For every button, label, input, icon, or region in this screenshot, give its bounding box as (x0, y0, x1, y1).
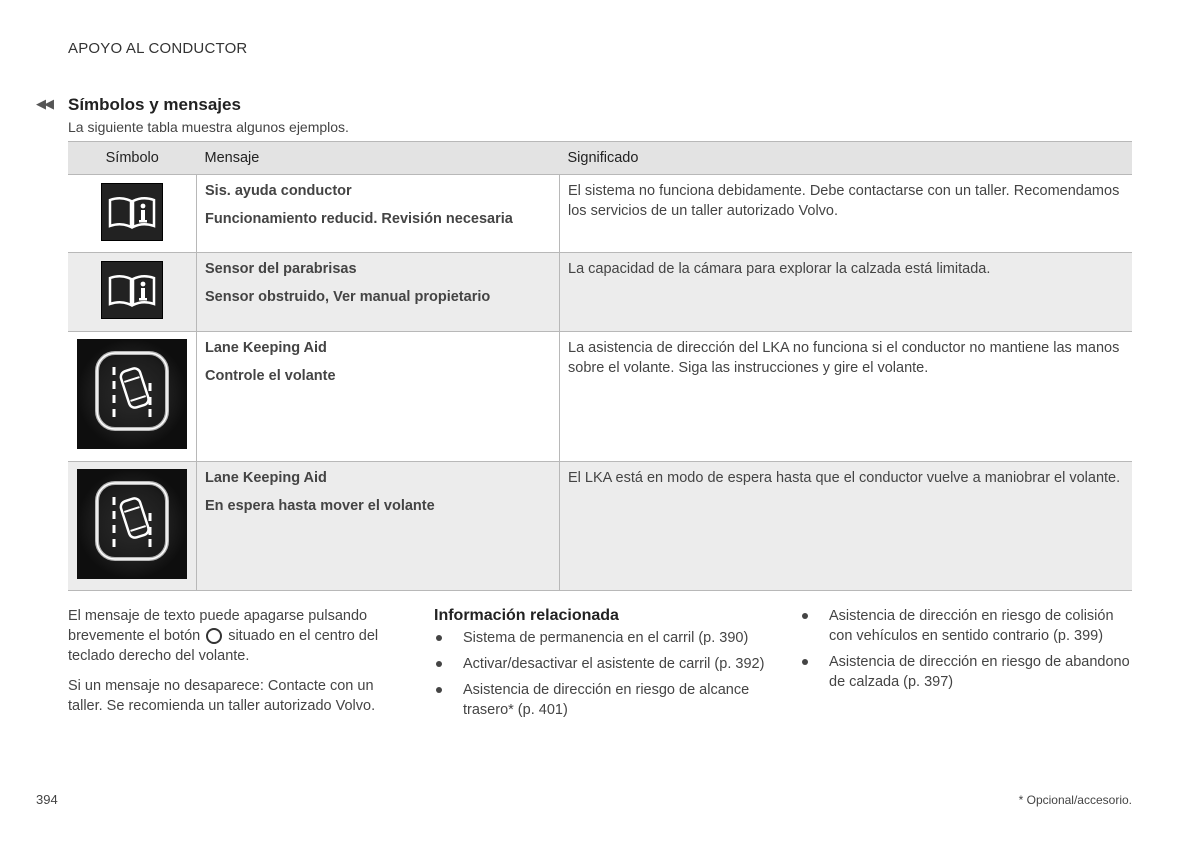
manual-info-icon (101, 183, 163, 241)
message-primary: Lane Keeping Aid (205, 470, 327, 486)
section-intro: La siguiente tabla muestra algunos ejemplos. (68, 119, 349, 135)
message-primary: Lane Keeping Aid (205, 340, 327, 356)
meaning-text: El sistema no funciona debidamente. Debe contactarse con un taller. Recomendamos los servicios de un taller autorizado Volvo. (560, 175, 1133, 253)
note-dismiss: El mensaje de texto puede apagarse pulsando brevemente el botón situado en el centro del teclado derecho del volante. (68, 608, 379, 664)
related-link[interactable]: Asistencia de dirección en riesgo de colisión con vehículos en sentido contrario (p. 399) (800, 606, 1132, 646)
message-secondary: Sensor obstruido, Ver manual propietario (205, 289, 491, 305)
message-secondary: Funcionamiento reducid. Revisión necesaria (205, 211, 513, 227)
related-link[interactable]: Sistema de permanencia en el carril (p. 390) (434, 628, 774, 648)
header-message: Mensaje (197, 142, 560, 175)
meaning-text: La capacidad de la cámara para explorar la calzada está limitada. (560, 253, 1133, 332)
related-info-title: Información relacionada (434, 607, 619, 624)
manual-info-icon (101, 261, 163, 319)
symbols-table (68, 141, 1132, 591)
message-primary: Sensor del parabrisas (205, 261, 357, 277)
meaning-text: La asistencia de dirección del LKA no funciona si el conductor no mantiene las manos sobre el volante. Siga las instrucciones y gire el volante. (560, 332, 1133, 462)
message-secondary: En espera hasta mover el volante (205, 498, 435, 514)
lane-keeping-aid-icon (77, 339, 187, 449)
lane-keeping-aid-icon (77, 469, 187, 579)
header-meaning: Significado (560, 142, 1133, 175)
related-link[interactable]: Activar/desactivar el asistente de carril (p. 392) (434, 654, 774, 674)
related-link[interactable]: Asistencia de dirección en riesgo de alcance trasero* (p. 401) (434, 680, 774, 720)
page-number: 394 (36, 792, 58, 807)
related-list (434, 628, 774, 720)
related-list (800, 606, 1132, 692)
table-header-row (68, 142, 1132, 175)
table-row (68, 332, 1132, 462)
header-symbol: Símbolo (68, 142, 197, 175)
related-info-column-2 (800, 606, 1132, 698)
related-link[interactable]: Asistencia de dirección en riesgo de abandono de calzada (p. 397) (800, 652, 1132, 692)
related-info-column (434, 606, 774, 726)
table-row (68, 175, 1132, 253)
message-secondary: Controle el volante (205, 368, 336, 384)
footnote: * Opcional/accesorio. (1018, 793, 1132, 807)
message-primary: Sis. ayuda conductor (205, 183, 352, 199)
table-row (68, 462, 1132, 591)
meaning-text: El LKA está en modo de espera hasta que el conductor vuelve a maniobrar el volante. (560, 462, 1133, 591)
chapter-header: APOYO AL CONDUCTOR (68, 40, 248, 57)
notes-column (68, 606, 398, 726)
circle-button-icon (206, 628, 222, 644)
table-row (68, 253, 1132, 332)
note-persistent: Si un mensaje no desaparece: Contacte con un taller. Se recomienda un taller autorizado Volvo. (68, 678, 376, 714)
section-title: Símbolos y mensajes (68, 95, 241, 114)
previous-page-icon: ◀◀ (36, 96, 52, 111)
